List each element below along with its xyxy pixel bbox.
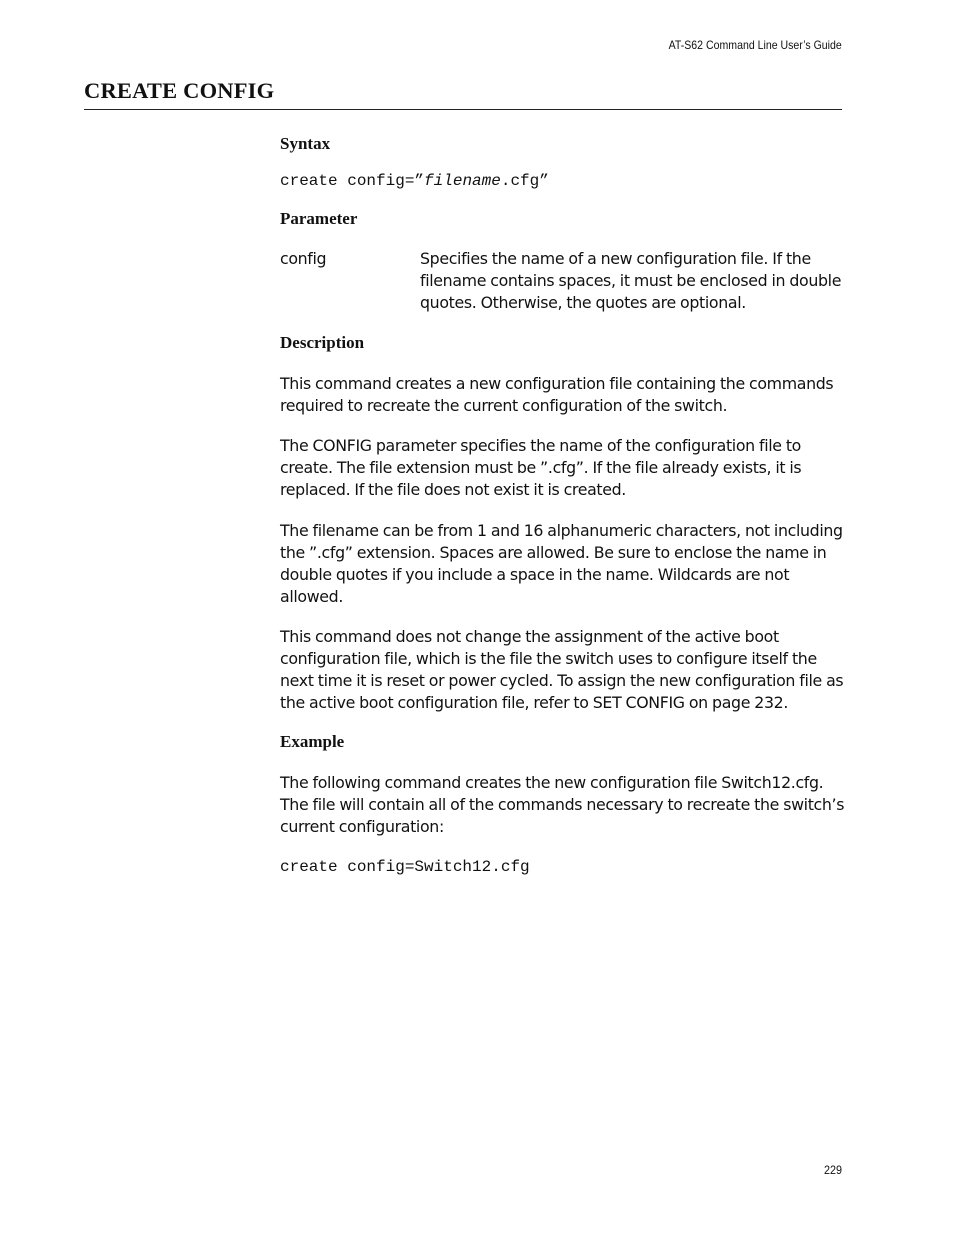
syntax-code-prefix: create config=” bbox=[280, 172, 425, 190]
page-number: 229 bbox=[823, 1163, 842, 1177]
example-heading: Example bbox=[280, 732, 345, 751]
syntax-code-variable: filename bbox=[424, 172, 501, 190]
running-header: AT-S62 Command Line User’s Guide bbox=[668, 38, 842, 52]
parameter-description: Specifies the name of a new configuration file. If the filename contains spaces, it must be enclosed in double quotes. Otherwise, the quotes are optional. bbox=[420, 249, 842, 312]
page-title: CREATE CONFIG bbox=[84, 78, 275, 103]
description-paragraph-1: This command creates a new configuration file containing the commands required to recreate the current configuration of the switch. bbox=[280, 374, 834, 415]
description-paragraph-3: The filename can be from 1 and 16 alphanumeric characters, not including the ”.cfg” extension. Spaces are allowed. Be sure to enclose the name in double quotes if you include a space in the name. Wildcards are not allowed. bbox=[280, 521, 843, 606]
parameter-heading: Parameter bbox=[280, 209, 358, 228]
syntax-code bbox=[280, 172, 549, 190]
description-heading: Description bbox=[280, 333, 365, 352]
example-text: The following command creates the new configuration file Switch12.cfg. The file will contain all of the commands necessary to recreate the switch’s current configuration: bbox=[280, 773, 845, 836]
example-code: create config=Switch12.cfg bbox=[280, 858, 530, 876]
description-paragraph-2: The CONFIG parameter specifies the name of the configuration file to create. The file extension must be ”.cfg”. If the file already exists, it is replaced. If the file does not exist it is created. bbox=[280, 436, 802, 499]
description-paragraph-4: This command does not change the assignment of the active boot configuration file, which is the file the switch uses to configure itself the next time it is reset or power cycled. To assign the new configuration file as the active boot configuration file, refer to SET CONFIG on page 232. bbox=[280, 627, 844, 712]
syntax-code-suffix: .cfg” bbox=[500, 172, 549, 190]
parameter-name: config bbox=[280, 249, 327, 268]
syntax-heading: Syntax bbox=[280, 134, 331, 153]
title-rule bbox=[84, 109, 842, 110]
